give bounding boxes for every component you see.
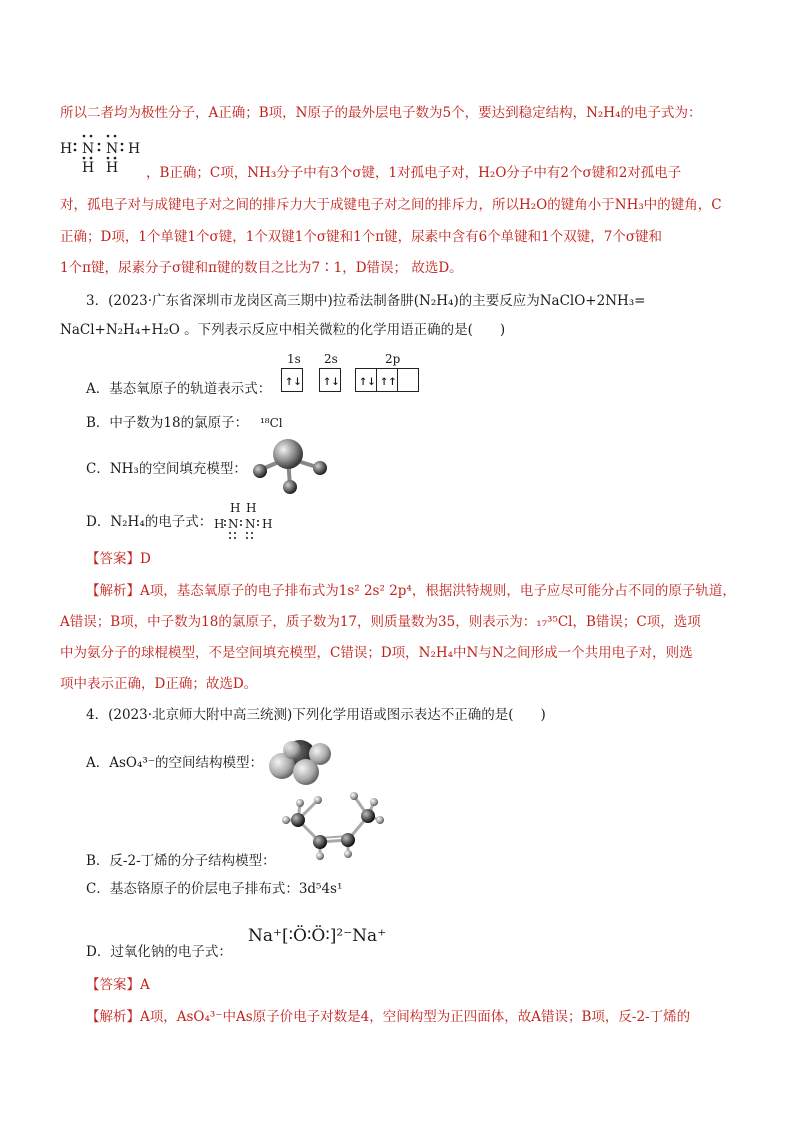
svg-text:H: H (82, 160, 95, 176)
q3-option-a: A．基态氧原子的轨道表示式： (86, 381, 272, 397)
q3-option-c: C．NH₃的空间填充模型： (86, 461, 247, 477)
n2h4-electron-formula-graphic (60, 132, 140, 176)
svg-text:H: H (262, 517, 273, 531)
svg-text:H: H (246, 501, 257, 515)
para1-line2: ，B正确；C项，NH₃分子中有3个σ键，1对孤电子对，H₂O分子中有2个σ键和2对孤电子 (146, 165, 682, 181)
svg-text:H: H (106, 160, 119, 176)
q4-explanation-line1: 【解析】A项，AsO₄³⁻中As原子价电子对数是4，空间构型为正四面体，故A错误；B项，反-2-丁烯的 (86, 1009, 691, 1025)
orbital-box-2s (319, 368, 341, 392)
svg-text:N: N (106, 141, 119, 157)
q3-stem-line2: NaCl+N₂H₄+H₂O 。下列表示反应中相关微粒的化学用语正确的是( ) (60, 322, 506, 338)
orbital-label-2s: 2s (324, 352, 338, 366)
q3-option-d: D．N₂H₄的电子式： (86, 514, 213, 530)
para1-line4: 正确；D项，1个单键1个σ键，1个双键1个σ键和1个π键，尿素中含有6个单键和1个双键，7个σ键和 (60, 229, 663, 245)
svg-text:H: H (230, 501, 241, 515)
svg-text:H: H (128, 141, 140, 157)
aso4-space-filling-model (264, 736, 336, 788)
orbital-arrows-2p-1: ↑↓ (359, 373, 376, 389)
para1-line3: 对，孤电子对与成键电子对之间的排斥力大于成键电子对之间的排斥力，所以H₂O的键角小于NH₃中的键角，C (60, 197, 722, 213)
svg-text:H: H (214, 517, 225, 531)
para1-line1: 所以二者均为极性分子，A正确；B项，N原子的最外层电子数为5个，要达到稳定结构，N₂H₄的电子式为： (60, 105, 702, 121)
trans-2-butene-model (278, 790, 388, 860)
q3-option-b-formula: ¹⁸Cl (260, 416, 283, 430)
svg-text:N: N (245, 517, 256, 531)
svg-text:N: N (228, 517, 239, 531)
q4-answer: 【答案】A (86, 977, 150, 993)
orbital-box-1s (281, 368, 303, 392)
q4-option-a: A．AsO₄³⁻的空间结构模型： (86, 755, 263, 771)
orbital-arrows-2p-2: ↑↑ (380, 373, 397, 389)
q4-option-c: C．基态铬原子的价层电子排布式：3d⁵4s¹ (86, 881, 343, 897)
para1-line5: 1个π键，尿素分子σ键和π键的数目之比为7∶1，D错误； 故选D。 (60, 260, 463, 276)
orbital-label-2p: 2p (385, 352, 401, 366)
orbital-box-2p-1 (355, 368, 377, 392)
svg-text:N: N (82, 141, 95, 157)
svg-text:H: H (60, 141, 73, 157)
q3-explanation-line3: 中为氨分子的球棍模型，不是空间填充模型，C错误；D项，N₂H₄中N与N之间形成一个共用电子对，则选 (60, 645, 693, 661)
q3-explanation-line4: 项中表示正确，D正确；故选D。 (60, 676, 258, 692)
q3-option-b: B．中子数为18的氯原子： (86, 415, 249, 431)
q3-explanation-line1: 【解析】A项，基态氧原子的电子排布式为1s² 2s² 2p⁴，根据洪特规则，电子应尽可能分占不同的原子轨道， (86, 583, 736, 599)
orbital-box-2p-3 (397, 368, 419, 392)
q4-stem: 4．(2023·北京师大附中高三统测)下列化学用语或图示表达不正确的是( ) (86, 707, 546, 723)
q3-stem-line1: 3．(2023·广东省深圳市龙岗区高三期中)拉希法制备肼(N₂H₄)的主要反应为NaClO+2NH₃= (86, 293, 646, 309)
orbital-box-2p-2 (376, 368, 398, 392)
n2h4-electron-formula (60, 132, 140, 176)
orbital-arrows-1s: ↑↓ (285, 373, 302, 389)
q4-option-b: B．反-2-丁烯的分子结构模型： (86, 853, 276, 869)
orbital-label-1s: 1s (287, 352, 301, 366)
nh3-ball-stick-model (248, 434, 332, 496)
n2h4-option-d-formula (214, 500, 278, 542)
q4-option-d: D．过氧化钠的电子式： (86, 944, 232, 960)
q3-answer: 【答案】D (86, 551, 151, 567)
na2o2-electron-formula: Na⁺[∶Ö∶Ö∶]²⁻Na⁺ (248, 926, 387, 946)
orbital-arrows-2s: ↑↓ (323, 373, 340, 389)
q3-explanation-line2: A错误；B项，中子数为18的氯原子，质子数为17，则质量数为35，则表示为：₁₇³⁵Cl，B错误；C项，选项 (60, 614, 701, 630)
